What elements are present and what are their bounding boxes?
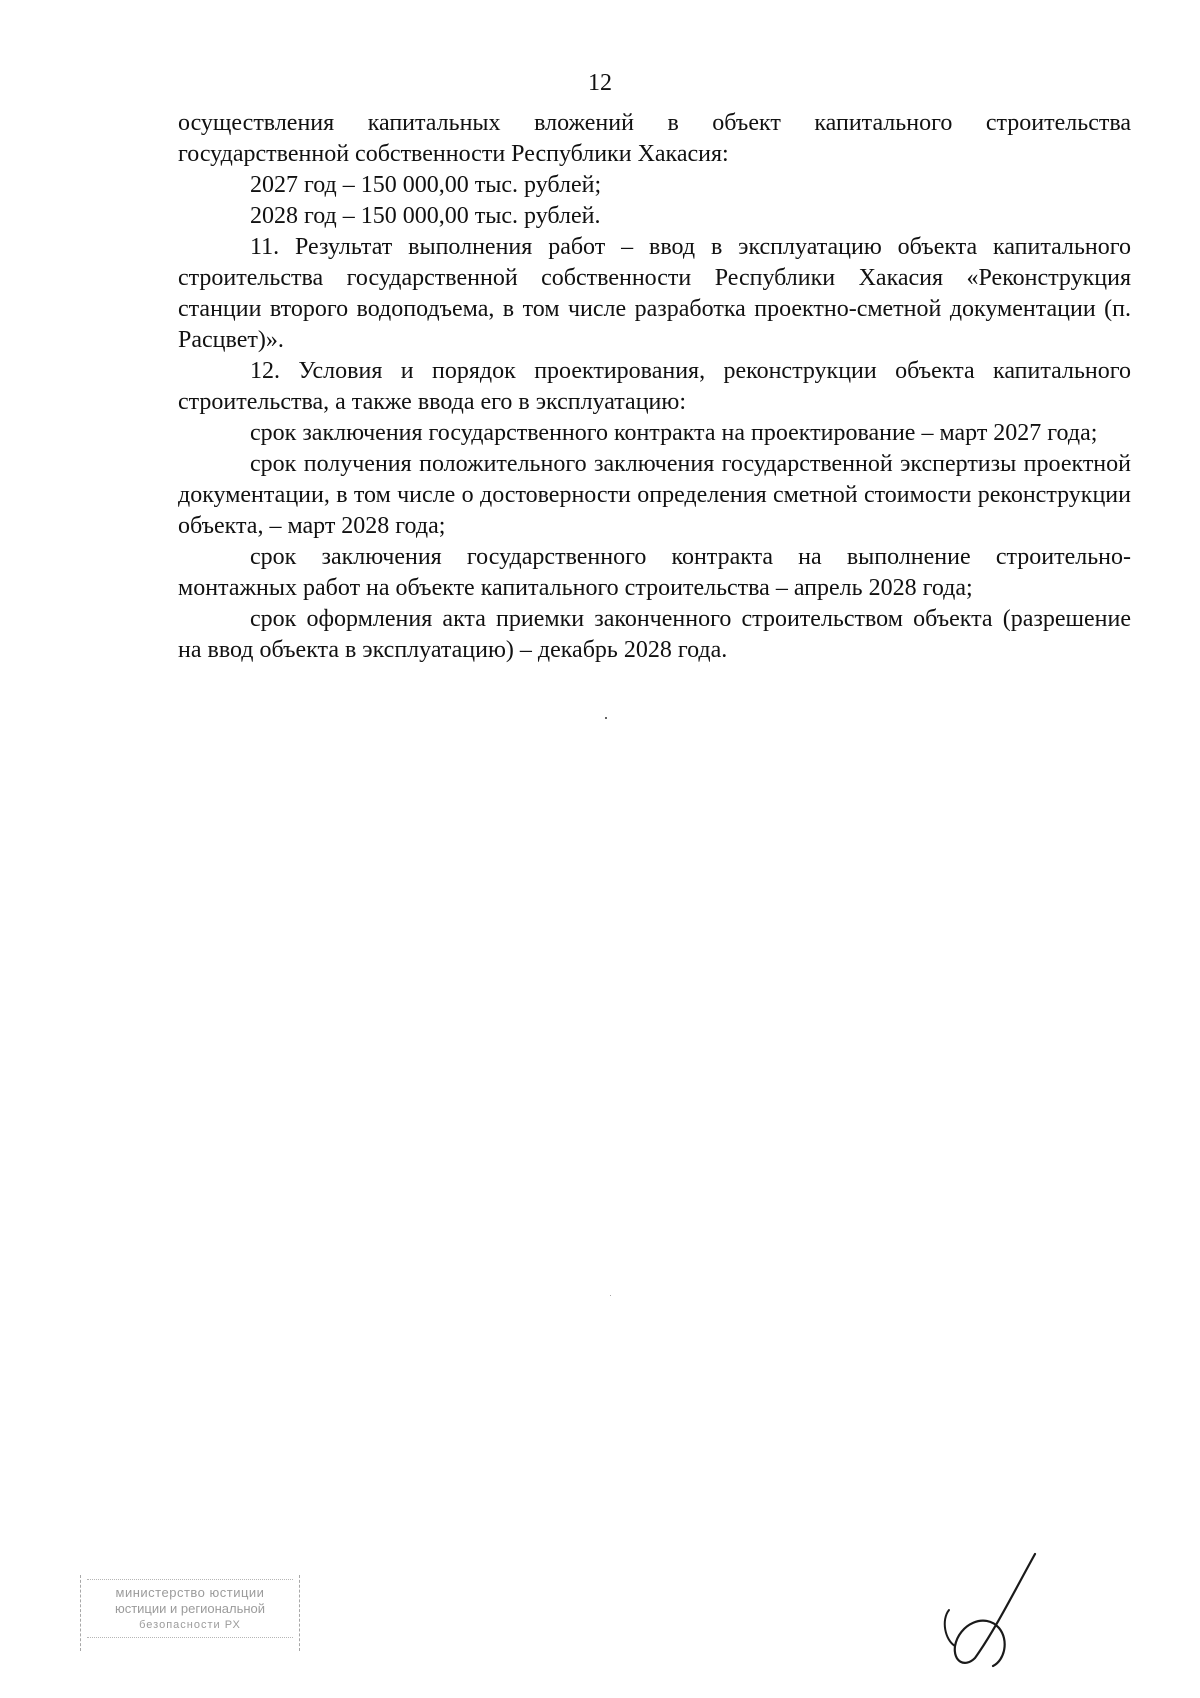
stamp-line: министерство юстиции [115, 1585, 265, 1600]
paragraph: осуществления капитальных вложений в объект капитального строительства государственной собственности Республики Хакасия: [178, 110, 1131, 167]
paragraph: 12. Условия и порядок проектирования, реконструкции объекта капитального строительства, а также ввода его в эксплуатацию: [178, 358, 1131, 415]
paragraph: 2028 год – 150 000,00 тыс. рублей. [250, 203, 601, 229]
paragraph: срок получения положительного заключения государственной экспертизы проектной документации, в том числе о достоверности определения сметной стоимости реконструкции объекта, – март 2028 года; [178, 451, 1131, 539]
stamp-divider [87, 1579, 293, 1581]
paragraph: 11. Результат выполнения работ – ввод в эксплуатацию объекта капитального строительства государственной собственности Республики Хакасия «Реконструкция станции второго водоподъема, в том числе разработка проектно-сметной документации (п. Расцвет)». [178, 234, 1131, 353]
stamp-divider [87, 1637, 293, 1639]
paragraph: срок заключения государственного контракта на проектирование – март 2027 года; [250, 420, 1098, 446]
page-number: 12 [588, 70, 612, 96]
paragraph: срок оформления акта приемки законченного строительством объекта (разрешение на ввод объекта в эксплуатацию) – декабрь 2028 года. [178, 606, 1131, 663]
scan-speck [605, 717, 607, 719]
stamp-line: безопасности РХ [139, 1619, 241, 1631]
scan-speck [610, 1295, 611, 1296]
paragraph: 2027 год – 150 000,00 тыс. рублей; [250, 172, 602, 198]
stamp-line: юстиции и региональной [114, 1601, 266, 1616]
signature-icon [935, 1550, 1045, 1670]
paragraph: срок заключения государственного контракта на выполнение строительно-монтажных работ на объекте капитального строительства – апрель 2028 года; [178, 544, 1131, 601]
document-body [178, 108, 1131, 666]
registration-stamp [80, 1575, 300, 1651]
